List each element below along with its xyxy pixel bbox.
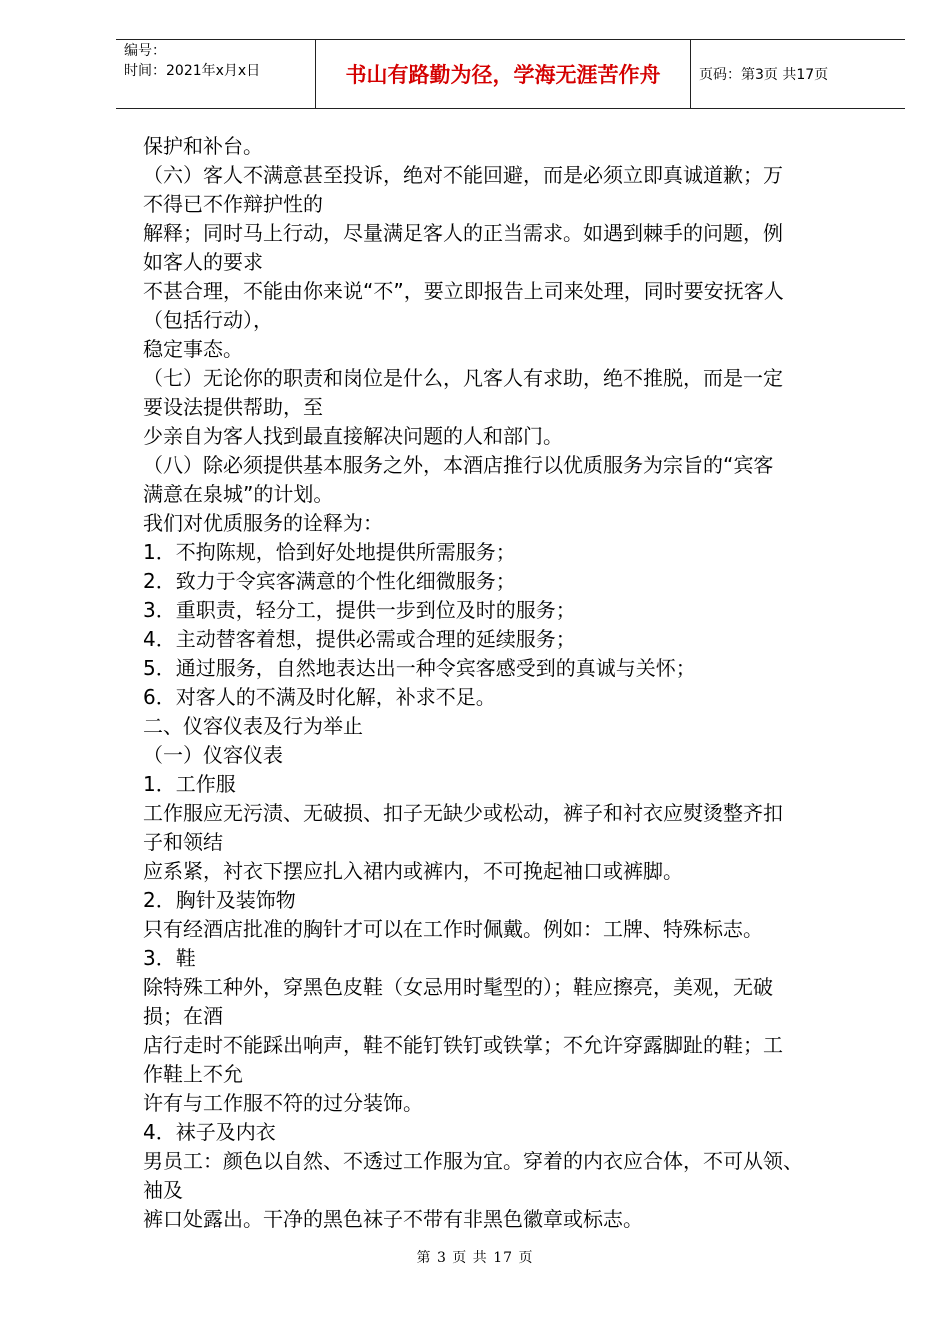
body-line: （六）客人不满意甚至投诉，绝对不能回避，而是必须立即真诚道歉；万: [143, 163, 783, 187]
body-line: 1．工作服: [143, 772, 236, 796]
header-page-number: 页码：第3页 共17页: [699, 67, 829, 83]
body-line: 许有与工作服不符的过分装饰。: [143, 1091, 423, 1115]
body-line: 损；在酒: [143, 1004, 223, 1028]
header-meta: [124, 40, 314, 109]
body-line: 二、仪容仪表及行为举止: [143, 714, 363, 738]
body-line: 6．对客人的不满及时化解，补求不足。: [143, 685, 496, 709]
body-line: 袖及: [143, 1178, 183, 1202]
body-line: 稳定事态。: [143, 337, 243, 361]
body-line: 工作服应无污渍、无破损、扣子无缺少或松动，裤子和衬衣应熨烫整齐扣: [143, 801, 783, 825]
body-line: 1．不拘陈规，恰到好处地提供所需服务；: [143, 540, 516, 564]
body-line: 保护和补台。: [143, 134, 263, 158]
body-line: 除特殊工种外，穿黑色皮鞋（女忌用时髦型的）；鞋应擦亮，美观，无破: [143, 975, 773, 999]
body-line: 子和领结: [143, 830, 223, 854]
body-line: 3．鞋: [143, 946, 196, 970]
body-line: 3．重职责，轻分工，提供一步到位及时的服务；: [143, 598, 576, 622]
body-line: 不得已不作辩护性的: [143, 192, 323, 216]
doc-time-label: 时间：2021年x月x日: [124, 63, 261, 79]
body-line: （八）除必须提供基本服务之外，本酒店推行以优质服务为宗旨的“宾客: [143, 453, 774, 477]
body-line: 要设法提供帮助，至: [143, 395, 323, 419]
body-line: 作鞋上不允: [143, 1062, 243, 1086]
body-line: 只有经酒店批准的胸针才可以在工作时佩戴。例如：工牌、特殊标志。: [143, 917, 763, 941]
body-line: 店行走时不能踩出响声，鞋不能钉铁钉或铁掌；不允许穿露脚趾的鞋；工: [143, 1033, 783, 1057]
body-line: 解释；同时马上行动，尽量满足客人的正当需求。如遇到棘手的问题，例: [143, 221, 783, 245]
body-line: 满意在泉城”的计划。: [143, 482, 334, 506]
body-line: 裤口处露出。干净的黑色袜子不带有非黑色徽章或标志。: [143, 1207, 643, 1231]
body-line: 2．致力于令宾客满意的个性化细微服务；: [143, 569, 516, 593]
page-footer: 第 3 页 共 17 页: [416, 1250, 534, 1266]
body-line: 少亲自为客人找到最直接解决问题的人和部门。: [143, 424, 563, 448]
body-line: （一）仪容仪表: [143, 743, 283, 767]
body-line: （七）无论你的职责和岗位是什么，凡客人有求助，绝不推脱，而是一定: [143, 366, 783, 390]
body-line: 我们对优质服务的诠释为：: [143, 511, 383, 535]
body-line: 男员工：颜色以自然、不透过工作服为宜。穿着的内衣应合体，不可从领、: [143, 1149, 803, 1173]
body-line: 2．胸针及装饰物: [143, 888, 296, 912]
header-motto: 书山有路勤为径，学海无涯苦作舟: [315, 40, 691, 108]
page-header: [116, 39, 905, 109]
body-line: （包括行动），: [143, 308, 273, 332]
body-line: 4．袜子及内衣: [143, 1120, 276, 1144]
body-line: 5．通过服务，自然地表达出一种令宾客感受到的真诚与关怀；: [143, 656, 696, 680]
body-line: 4．主动替客着想，提供必需或合理的延续服务；: [143, 627, 576, 651]
body-line: 不甚合理，不能由你来说“不”，要立即报告上司来处理，同时要安抚客人: [143, 279, 784, 303]
doc-number-label: 编号：: [124, 43, 166, 59]
body-line: 应系紧，衬衣下摆应扎入裙内或裤内，不可挽起袖口或裤脚。: [143, 859, 683, 883]
body-line: 如客人的要求: [143, 250, 263, 274]
document-body: [143, 132, 873, 1234]
